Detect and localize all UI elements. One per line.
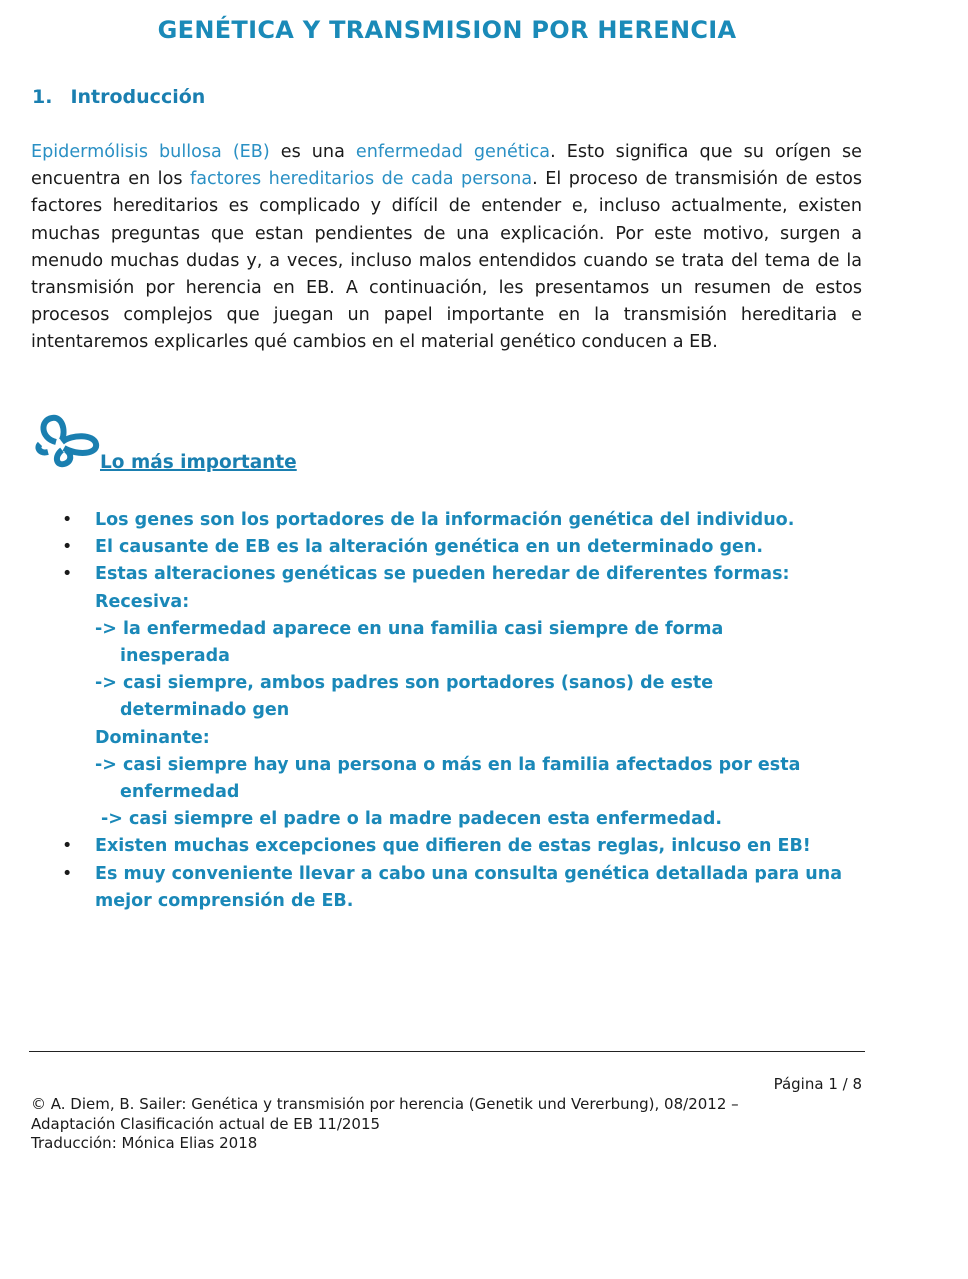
intro-paragraph bbox=[31, 139, 862, 357]
butterfly-logo-icon bbox=[32, 412, 100, 470]
list-item-text: Es muy conveniente llevar a cabo una consulta genética detallada para una mejor comprensión de EB. bbox=[95, 863, 843, 911]
bullet-icon: • bbox=[62, 537, 73, 558]
important-heading: Lo más importante bbox=[100, 452, 297, 473]
dominant-label: Dominante: bbox=[95, 727, 210, 748]
list-item bbox=[60, 561, 865, 588]
point-text: enfermedad bbox=[120, 782, 240, 803]
document-title: GENÉTICA Y TRANSMISION POR HERENCIA bbox=[157, 16, 737, 44]
section-label: Introducción bbox=[70, 86, 206, 108]
footer-divider bbox=[29, 1051, 865, 1052]
point-text: -> la enfermedad aparece en una familia casi siempre de forma bbox=[95, 618, 724, 639]
point-text: inesperada bbox=[120, 646, 230, 667]
intro-text: es una bbox=[269, 142, 356, 162]
dominant-point bbox=[60, 752, 865, 806]
highlight-term: factores hereditarios de cada persona bbox=[190, 169, 533, 190]
point-text: determinado gen bbox=[120, 700, 290, 721]
highlight-term: enfermedad genética bbox=[355, 142, 551, 162]
intro-text: . El proceso de transmisión de estos factores hereditarios es complicado y difícil de entender e, incluso actualmente, existen muchas preguntas que estan pendientes de una explicación. Por este motivo, surgen a menudo muchas dudas y, a veces, incluso malos entendidos cuando se trata del tema de la transmisión por herencia en EB. A continuación, les presentamos un resumen de estos procesos complejos que juegan un papel importante en la transmisión hereditaria e intentaremos explicarles qué cambios en el material genético conducen a EB. bbox=[31, 169, 863, 353]
bullet-icon: • bbox=[62, 564, 73, 585]
list-item bbox=[60, 534, 865, 561]
list-item bbox=[60, 507, 865, 534]
recessive-point bbox=[60, 616, 865, 670]
list-item-text: El causante de EB es la alteración genética en un determinado gen. bbox=[95, 537, 763, 558]
recessive-label: Recesiva: bbox=[95, 591, 190, 612]
key-points-list bbox=[60, 507, 865, 915]
dominant-point: -> casi siempre el padre o la madre padecen esta enfermedad. bbox=[101, 809, 723, 830]
point-text: -> casi siempre hay una persona o más en la familia afectados por esta bbox=[95, 754, 801, 775]
list-item bbox=[60, 861, 865, 915]
footer-credits bbox=[31, 1095, 739, 1154]
intro-text: . Esto significa que su orígen se encuentra en los bbox=[31, 142, 862, 190]
page-number: Página 1 / 8 bbox=[773, 1075, 862, 1093]
highlight-term: Epidermólisis bullosa (EB) bbox=[31, 142, 270, 162]
point-text: -> casi siempre, ambos padres son portadores (sanos) de este bbox=[95, 673, 714, 694]
list-item-text: Estas alteraciones genéticas se pueden heredar de diferentes formas: bbox=[95, 564, 790, 585]
recessive-point bbox=[60, 670, 865, 724]
footer-line: © A. Diem, B. Sailer: Genética y transmisión por herencia (Genetik und Vererbung), 08/2012 – bbox=[31, 1095, 739, 1113]
list-item-text: Los genes son los portadores de la información genética del individuo. bbox=[95, 510, 795, 530]
section-heading bbox=[32, 86, 205, 108]
bullet-icon: • bbox=[62, 836, 73, 857]
footer-line: Traducción: Mónica Elias 2018 bbox=[31, 1134, 258, 1152]
list-item-text: Existen muchas excepciones que difieren de estas reglas, inlcuso en EB! bbox=[95, 836, 811, 857]
section-number: 1. bbox=[32, 86, 53, 108]
footer-line: Adaptación Clasificación actual de EB 11/2015 bbox=[31, 1114, 381, 1133]
bullet-icon: • bbox=[62, 863, 73, 884]
list-item bbox=[60, 833, 865, 860]
bullet-icon: • bbox=[62, 510, 73, 530]
